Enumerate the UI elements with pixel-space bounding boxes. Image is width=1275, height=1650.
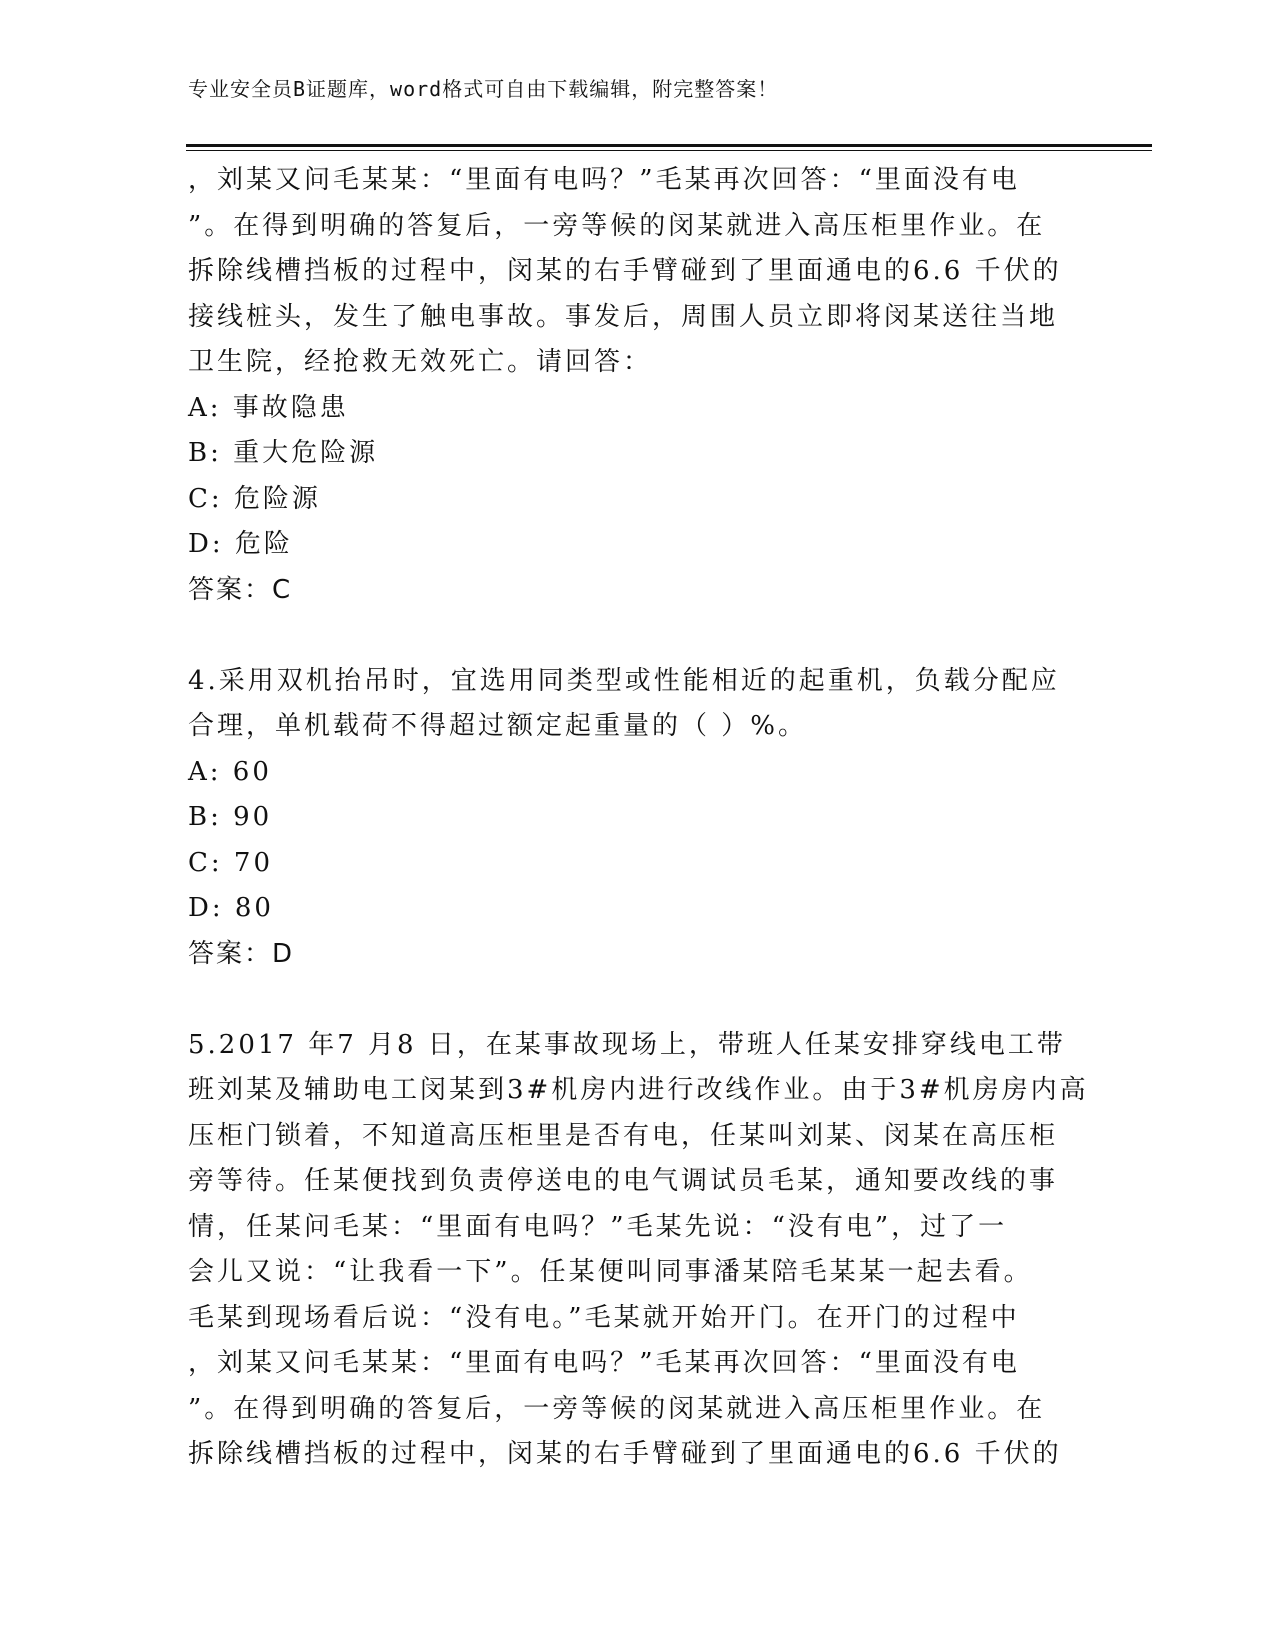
option-b: B: 90 <box>188 802 273 832</box>
option-d: D: 危险 <box>188 529 293 559</box>
question-5 <box>188 1023 1088 1478</box>
question-text-line: 压柜门锁着，不知道高压柜里是否有电，任某叫刘某、闵某在高压柜 <box>188 1120 1059 1151</box>
option-a: A: 事故隐患 <box>188 392 349 423</box>
answer-line: 答案：C <box>188 574 293 605</box>
question-text-line: ”。在得到明确的答复后，一旁等候的闵某就进入高压柜里作业。在 <box>188 1393 1046 1424</box>
question-text-line: ，刘某又问毛某某：“里面有电吗？”毛某再次回答：“里面没有电 <box>188 165 1020 195</box>
spacer <box>188 977 1088 1023</box>
option-b: B: 重大危险源 <box>188 438 379 468</box>
option-d: D: 80 <box>188 893 274 923</box>
question-text-line: ”。在得到明确的答复后，一旁等候的闵某就进入高压柜里作业。在 <box>188 210 1046 241</box>
question-text-line: 合理，单机载荷不得超过额定起重量的（ ）%。 <box>188 711 807 741</box>
question-text-line: 5.2017 年7 月8 日，在某事故现场上，带班人任某安排穿线电工带 <box>188 1029 1066 1060</box>
option-c: C: 危险源 <box>188 483 321 514</box>
question-text-line: 拆除线槽挡板的过程中，闵某的右手臂碰到了里面通电的6.6 千伏的 <box>188 256 1062 286</box>
header-rule-thin <box>186 150 1152 151</box>
question-4 <box>188 659 1088 978</box>
question-text-line: 卫生院，经抢救无效死亡。请回答： <box>188 347 653 377</box>
header-rule-thick <box>186 144 1152 147</box>
option-a: A: 60 <box>188 756 272 787</box>
question-3-continuation <box>188 158 1088 613</box>
option-c: C: 70 <box>188 847 274 878</box>
question-text-line: 4.采用双机抬吊时，宜选用同类型或性能相近的起重机，负载分配应 <box>188 665 1060 696</box>
page-header: 专业安全员B证题库，word格式可自由下载编辑，附完整答案！ <box>188 77 779 101</box>
question-text-line: 会儿又说：“让我看一下”。任某便叫同事潘某陪毛某某一起去看。 <box>188 1257 1033 1287</box>
document-body <box>188 158 1088 1478</box>
question-text-line: 旁等待。任某便找到负责停送电的电气调试员毛某，通知要改线的事 <box>188 1166 1059 1196</box>
question-text-line: ，刘某又问毛某某：“里面有电吗？”毛某再次回答：“里面没有电 <box>188 1348 1020 1378</box>
question-text-line: 毛某到现场看后说：“没有电。”毛某就开始开门。在开门的过程中 <box>188 1302 1020 1333</box>
question-text-line: 拆除线槽挡板的过程中，闵某的右手臂碰到了里面通电的6.6 千伏的 <box>188 1439 1062 1469</box>
question-text-line: 情，任某问毛某：“里面有电吗？”毛某先说：“没有电”，过了一 <box>188 1211 1008 1242</box>
question-text-line: 班刘某及辅助电工闵某到3#机房内进行改线作业。由于3#机房房内高 <box>188 1075 1089 1105</box>
answer-line: 答案：D <box>188 938 295 969</box>
question-text-line: 接线桩头，发生了触电事故。事发后，周围人员立即将闵某送往当地 <box>188 301 1059 332</box>
spacer <box>188 613 1088 659</box>
